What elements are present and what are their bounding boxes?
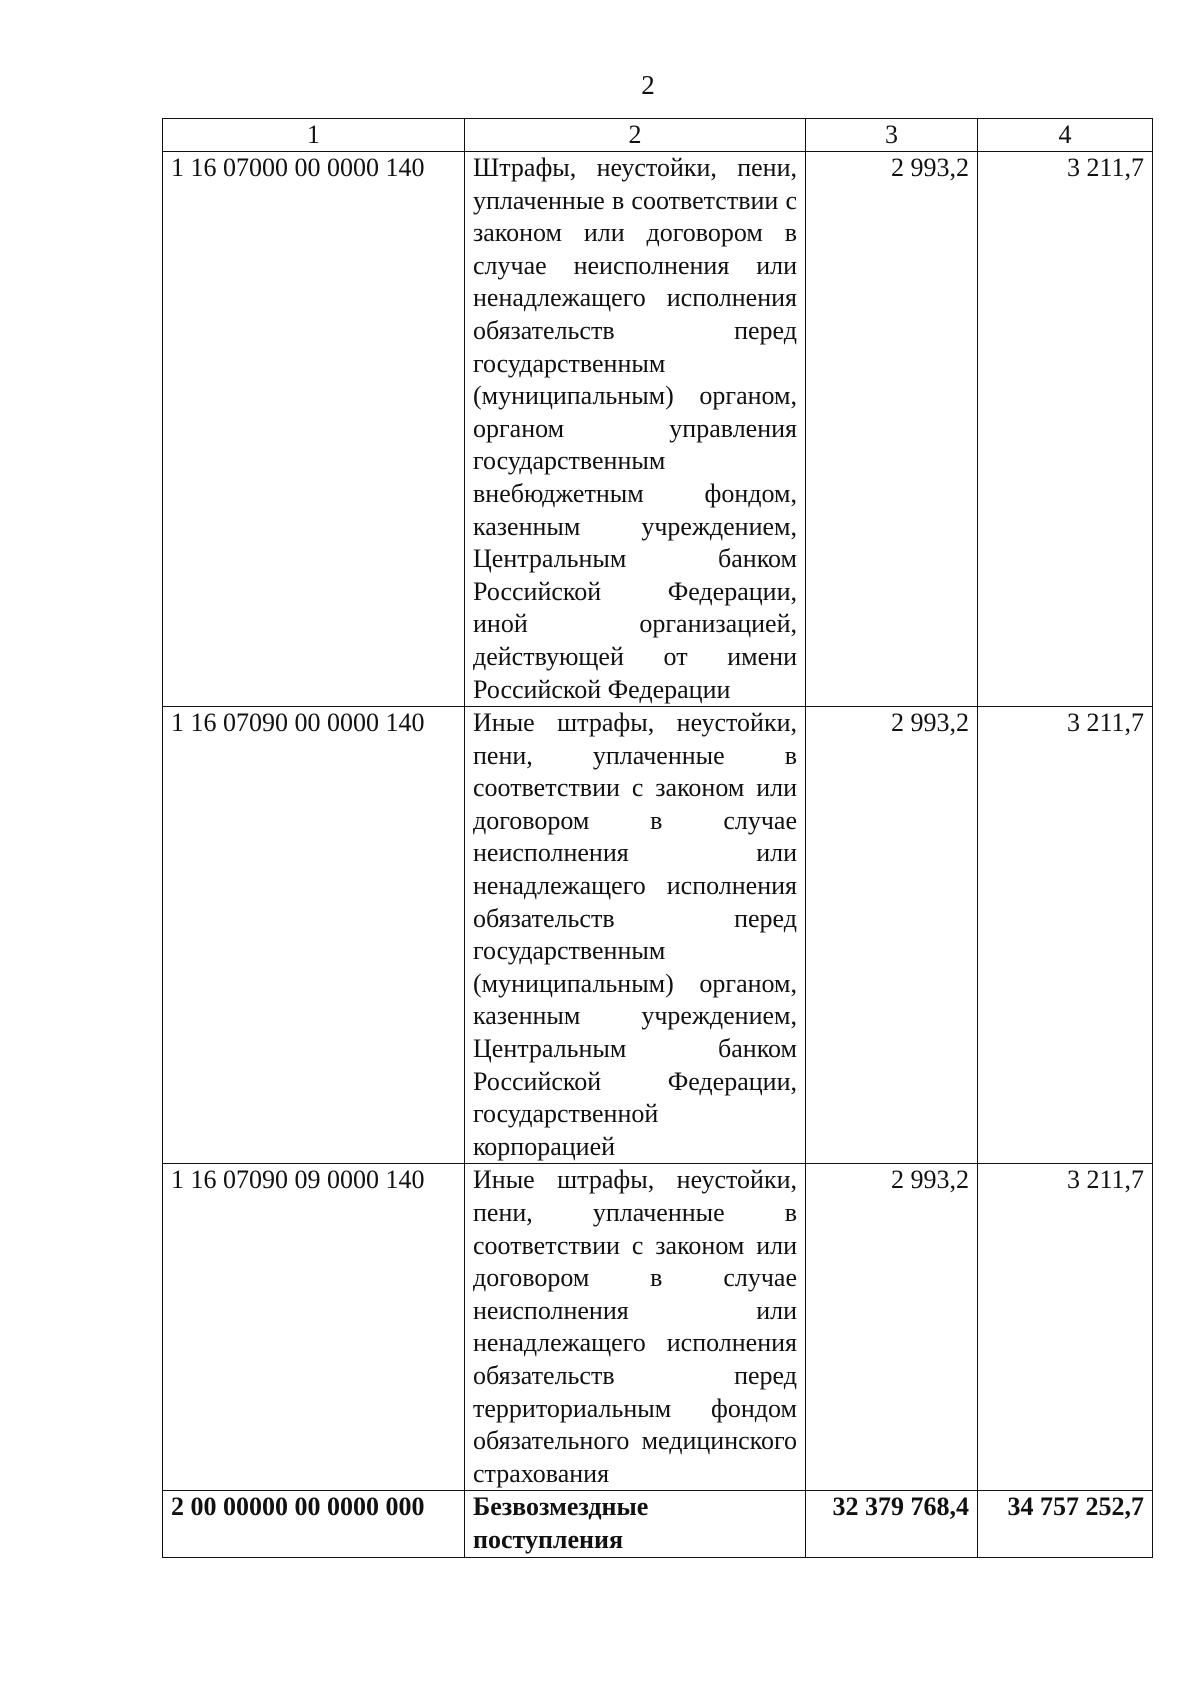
revenue-name-cell: Иные штрафы, неустойки, пени, уплаченные в соответствии с законом или договором в случае неисполнения или ненадлежащего исполнения обязательств перед государственным (муниципальным) органом, казенным учреждением, Центральным банком Российской Федерации, государственной корпорацией	[465, 707, 806, 1164]
amount-column-4-cell: 34 757 252,7	[978, 1491, 1153, 1557]
amount-column-4-cell: 3 211,7	[978, 707, 1153, 1164]
revenue-name-cell: Безвозмездные поступления	[465, 1491, 806, 1557]
table-row	[163, 1164, 1153, 1491]
amount-column-3-cell: 2 993,2	[806, 707, 978, 1164]
column-header-1: 1	[163, 119, 465, 152]
table-row-total	[163, 1491, 1153, 1557]
column-header-4: 4	[978, 119, 1153, 152]
amount-column-4-cell: 3 211,7	[978, 152, 1153, 707]
revenue-code-cell: 2 00 00000 00 0000 000	[163, 1491, 465, 1557]
revenue-table	[162, 118, 1153, 1558]
revenue-name-cell: Штрафы, неустойки, пени, уплаченные в соответствии с законом или договором в случае неисполнения или ненадлежащего исполнения обязательств перед государственным (муниципальным) органом, органом управления государственным внебюджетным фондом, казенным учреждением, Центральным банком Российской Федерации, иной организацией, действующей от имени Российской Федерации	[465, 152, 806, 707]
revenue-name-cell: Иные штрафы, неустойки, пени, уплаченные в соответствии с законом или договором в случае неисполнения или ненадлежащего исполнения обязательств перед территориальным фондом обязательного медицинского страхования	[465, 1164, 806, 1491]
column-header-3: 3	[806, 119, 978, 152]
amount-column-4-cell: 3 211,7	[978, 1164, 1153, 1491]
table-row	[163, 707, 1153, 1164]
revenue-code-cell: 1 16 07090 00 0000 140	[163, 707, 465, 1164]
column-header-2: 2	[465, 119, 806, 152]
revenue-code-cell: 1 16 07000 00 0000 140	[163, 152, 465, 707]
table-row	[163, 152, 1153, 707]
amount-column-3-cell: 32 379 768,4	[806, 1491, 978, 1557]
amount-column-3-cell: 2 993,2	[806, 1164, 978, 1491]
amount-column-3-cell: 2 993,2	[806, 152, 978, 707]
page-number: 2	[641, 70, 655, 100]
table-header-row	[163, 119, 1153, 152]
revenue-code-cell: 1 16 07090 09 0000 140	[163, 1164, 465, 1491]
